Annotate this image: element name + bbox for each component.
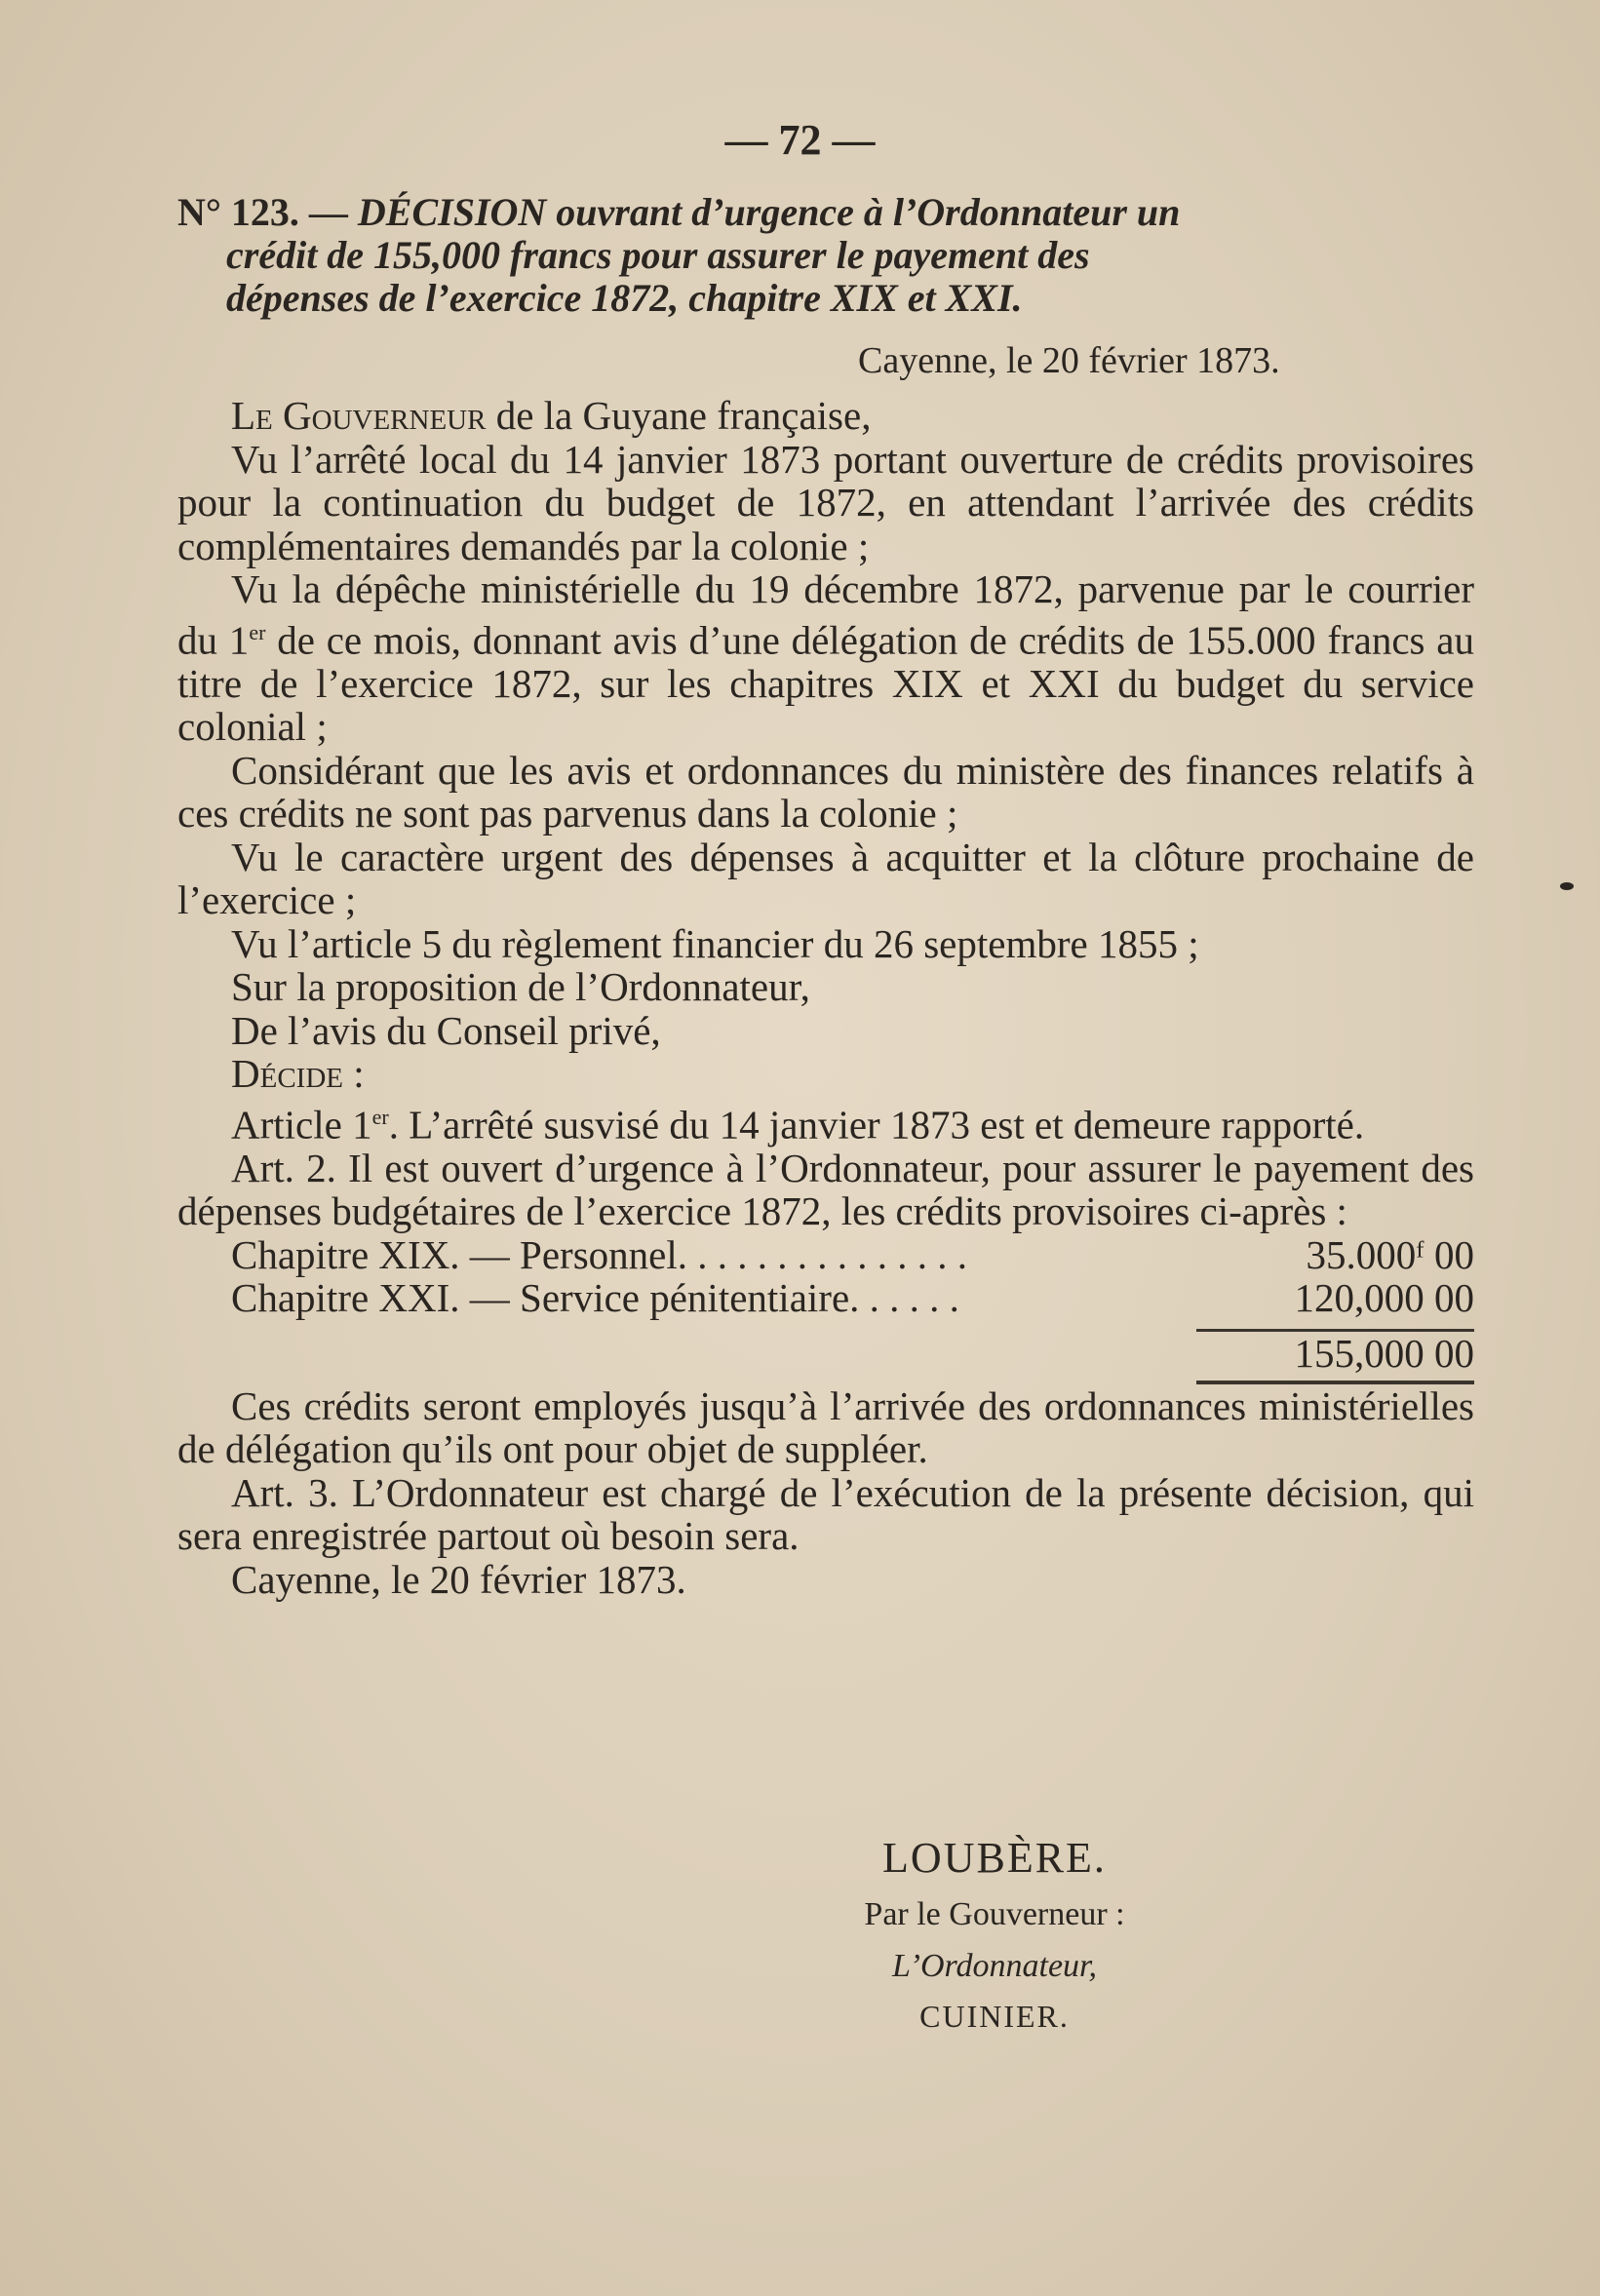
page-number: — 72 — — [724, 116, 876, 164]
ledger-total: 155,000 00 — [1294, 1330, 1474, 1376]
decision-heading — [177, 191, 1474, 320]
paragraph-considerant: Considérant que les avis et ordonnances du ministère des finances relatifs à ces crédits ne sont pas parvenus dans la colonie ; — [177, 747, 1474, 837]
paragraph-governor — [177, 394, 1474, 438]
paragraph-avis: De l’avis du Conseil privé, — [231, 1007, 661, 1053]
paragraph-vu-depeche — [177, 567, 1474, 749]
signature-by: Par le Gouverneur : — [864, 1896, 1125, 1932]
paragraph-decide: Décide : — [231, 1051, 365, 1097]
article1-part-b: . L’arrêté susvisé du 14 janvier 1873 est et demeure rapporté. — [388, 1102, 1365, 1148]
article1-sup: er — [371, 1104, 389, 1129]
paragraph-vu-article: Vu l’article 5 du règlement financier du 26 septembre 1855 ; — [231, 920, 1199, 966]
heading-line1-rest: ouvrant d’urgence à l’Ordonnateur un — [546, 190, 1181, 234]
decision-body — [177, 394, 1474, 1601]
depeche-part-a: Vu la dépêche ministérielle du 19 décembre 1872, parvenue par le courrier du 1 — [177, 566, 1474, 663]
paragraph-proposition: Sur la proposition de l’Ordonnateur, — [231, 964, 810, 1010]
ledger-amount: 35.000ᶠ 00 — [1306, 1231, 1474, 1277]
paragraph-article-2: Art. 2. Il est ouvert d’urgence à l’Ordonnateur, pour assurer le payement des dépenses budgétaires de l’exercice 1872, les crédits provisoires ci-après : — [177, 1145, 1474, 1234]
signature-name: CUINIER. — [919, 1999, 1070, 2034]
ledger-row — [177, 1276, 1474, 1319]
ledger-row — [177, 1233, 1474, 1276]
paragraph-vu-arrete: Vu l’arrêté local du 14 janvier 1873 portant ouverture de crédits provisoires pour la continuation du budget de 1872, en attendant l’arrivée des crédits complémentaires demandés par la colonie ; — [177, 436, 1474, 568]
ledger-total-row — [177, 1332, 1474, 1377]
heading-title: DÉCISION — [357, 190, 547, 234]
heading-line2: crédit de 155,000 francs pour assurer le payement des — [226, 233, 1090, 277]
paragraph-credits: Ces crédits seront employés jusqu’à l’arrivée des ordonnances ministérielles de délégation qu’ils ont pour objet de suppléer. — [177, 1382, 1474, 1472]
signature-governor: LOUBÈRE. — [882, 1834, 1107, 1882]
place-date-top: Cayenne, le 20 février 1873. — [858, 340, 1280, 381]
governor-title: Le Gouverneur — [231, 393, 487, 438]
ink-spot — [1560, 882, 1574, 890]
paragraph-article-3: Art. 3. L’Ordonnateur est chargé de l’exécution de la présente décision, qui sera enregistrée partout où besoin sera. — [177, 1469, 1474, 1559]
place-date-bottom: Cayenne, le 20 février 1873. — [231, 1556, 686, 1602]
depeche-part-b: de ce mois, donnant avis d’une délégation de crédits de 155.000 francs au titre de l’exercice 1872, sur les chapitres XIX et XXI du budget du service colonial ; — [177, 617, 1475, 750]
heading-line3: dépenses de l’exercice 1872, chapitre XIX et XXI. — [226, 276, 1023, 320]
heading-number: N° 123. — — [177, 190, 358, 234]
paragraph-vu-caractere: Vu le caractère urgent des dépenses à acquitter et la clôture prochaine de l’exercice ; — [177, 834, 1474, 923]
paragraph-article-1 — [177, 1096, 1474, 1147]
ledger-label: Chapitre XIX. — Personnel. . . . . . . . . . . . . . . — [231, 1231, 967, 1277]
depeche-sup: er — [249, 619, 266, 644]
ledger-amount: 120,000 00 — [1294, 1274, 1474, 1320]
article1-part-a: Article 1 — [231, 1102, 372, 1148]
signature-role: L’Ordonnateur, — [892, 1948, 1097, 1984]
governor-rest: de la Guyane française, — [486, 393, 872, 438]
ledger-label: Chapitre XXI. — Service pénitentiaire. . . . . . — [231, 1274, 959, 1320]
